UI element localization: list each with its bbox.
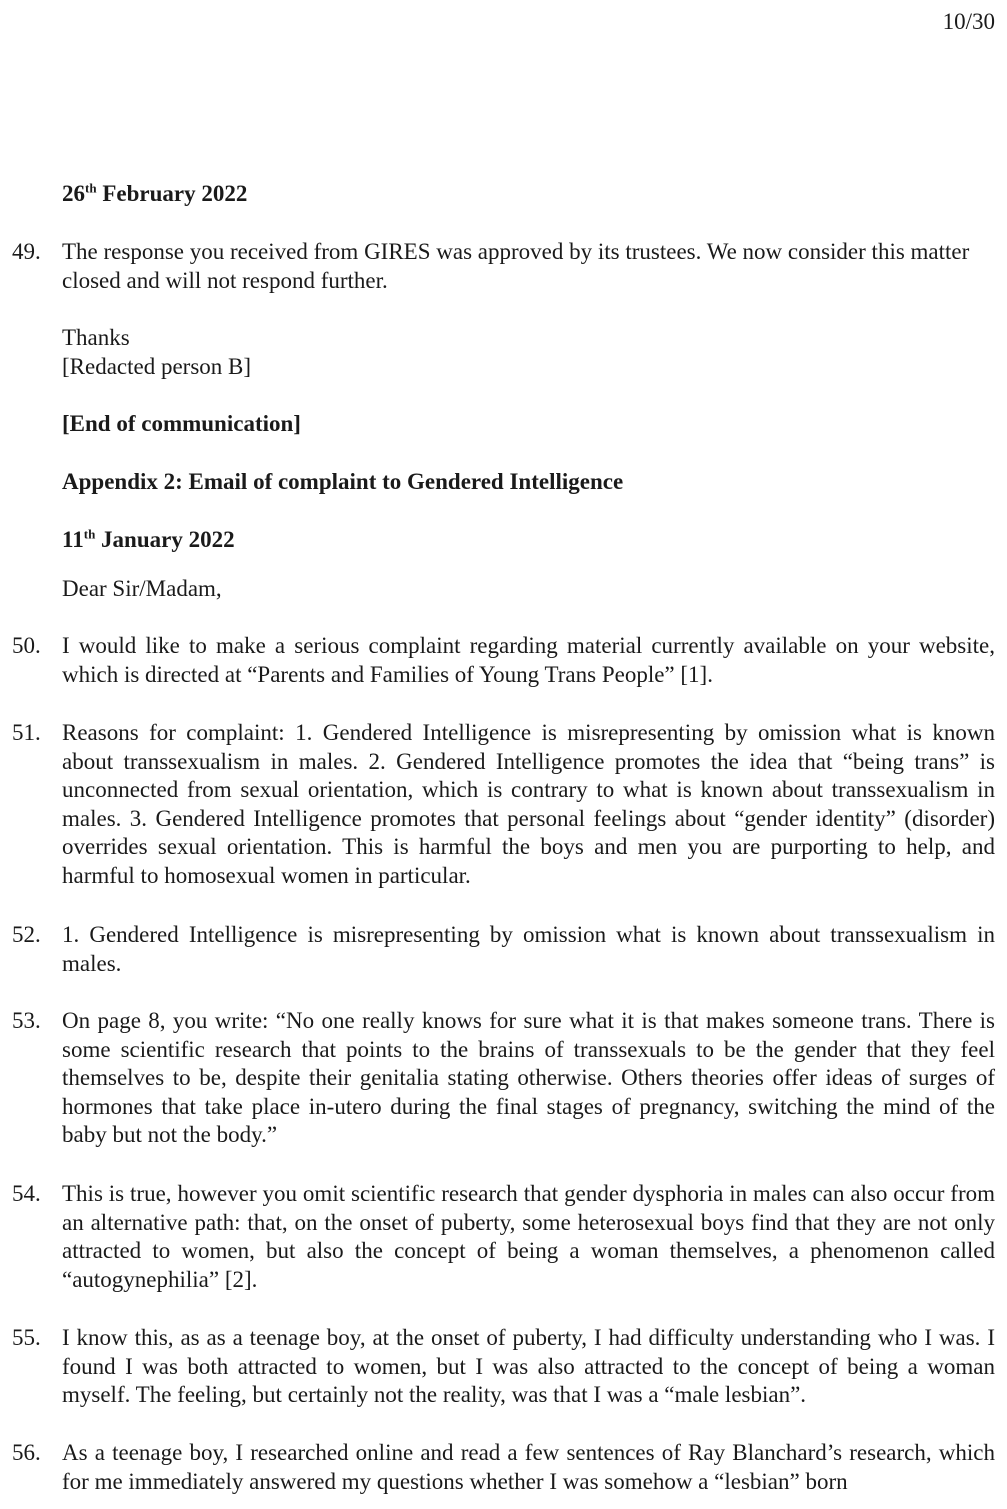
end-of-communication: [End of communication] [62, 411, 301, 436]
appendix-heading: Appendix 2: Email of complaint to Gendered Intelligence [62, 469, 624, 494]
paragraph-text: On page 8, you write: “No one really knows for sure what it is that makes someone trans. There is some scientific research that points to the brains of transsexuals to be the gender that they feel themselves to be, despite their genitalia stating otherwise. Others theories offer ideas of surges of hormones that take place in-utero during the final stages of pregnancy, switching the mind of the baby but not the body.” [62, 1008, 995, 1148]
paragraph-text: 1. Gendered Intelligence is misrepresenting by omission what is known about transsexualism in males. [62, 922, 995, 976]
paragraph-text: As a teenage boy, I researched online and read a few sentences of Ray Blanchard’s research, which for me immediately answered my questions whether I was somehow a “lesbian” born [62, 1440, 995, 1494]
paragraph-49 [12, 238, 995, 295]
paragraph-56 [12, 1439, 995, 1496]
date-heading-1: 26th February 2022 [62, 180, 248, 206]
paragraph-51 [12, 719, 995, 891]
date-heading-2: 11th January 2022 [62, 526, 235, 552]
paragraph-text: I would like to make a serious complaint regarding material currently available on your website, which is directed at “Parents and Families of Young Trans People” [1]. [62, 633, 995, 687]
paragraph-number: 55. [12, 1325, 41, 1350]
paragraph-53 [12, 1007, 995, 1150]
paragraph-number: 51. [12, 720, 41, 745]
paragraph-text: Reasons for complaint: 1. Gendered Intelligence is misrepresenting by omission what is known about transsexualism in males. 2. Gendered Intelligence promotes the idea that “being trans” is unconnected from sexual orientation, which is contrary to what is known about transsexualism in males. 3. Gendered Intelligence promotes that personal feelings about “gender identity” (disorder) overrides sexual orientation. This is harmful the boys and men you are purporting to help, and harmful to homosexual women in particular. [62, 720, 995, 888]
paragraph-number: 53. [12, 1008, 41, 1033]
paragraph-number: 56. [12, 1440, 41, 1465]
paragraph-number: 54. [12, 1181, 41, 1206]
paragraph-text: The response you received from GIRES was approved by its trustees. We now consider this matter closed and will not respond further. [62, 239, 970, 293]
paragraph-number: 52. [12, 922, 41, 947]
page-number: 10/30 [942, 9, 995, 34]
paragraph-text: This is true, however you omit scientific research that gender dysphoria in males can also occur from an alternative path: that, on the onset of puberty, some heterosexual boys find that they are not only attracted to women, but also the concept of being a woman themselves, a phenomenon called “autogynephilia” [2]. [62, 1181, 995, 1292]
paragraph-50 [12, 632, 995, 689]
signoff-name: [Redacted person B] [62, 354, 252, 379]
paragraph-number: 49. [12, 239, 41, 264]
paragraph-54 [12, 1180, 995, 1294]
salutation: Dear Sir/Madam, [62, 576, 222, 601]
paragraph-55 [12, 1324, 995, 1410]
paragraph-52 [12, 921, 995, 978]
paragraph-text: I know this, as as a teenage boy, at the onset of puberty, I had difficulty understanding who I was. I found I was both attracted to women, but I was also attracted to the concept of being a woman myself. The feeling, but certainly not the reality, was that I was a “male lesbian”. [62, 1325, 995, 1408]
signoff-thanks: Thanks [62, 325, 130, 350]
paragraph-number: 50. [12, 633, 41, 658]
